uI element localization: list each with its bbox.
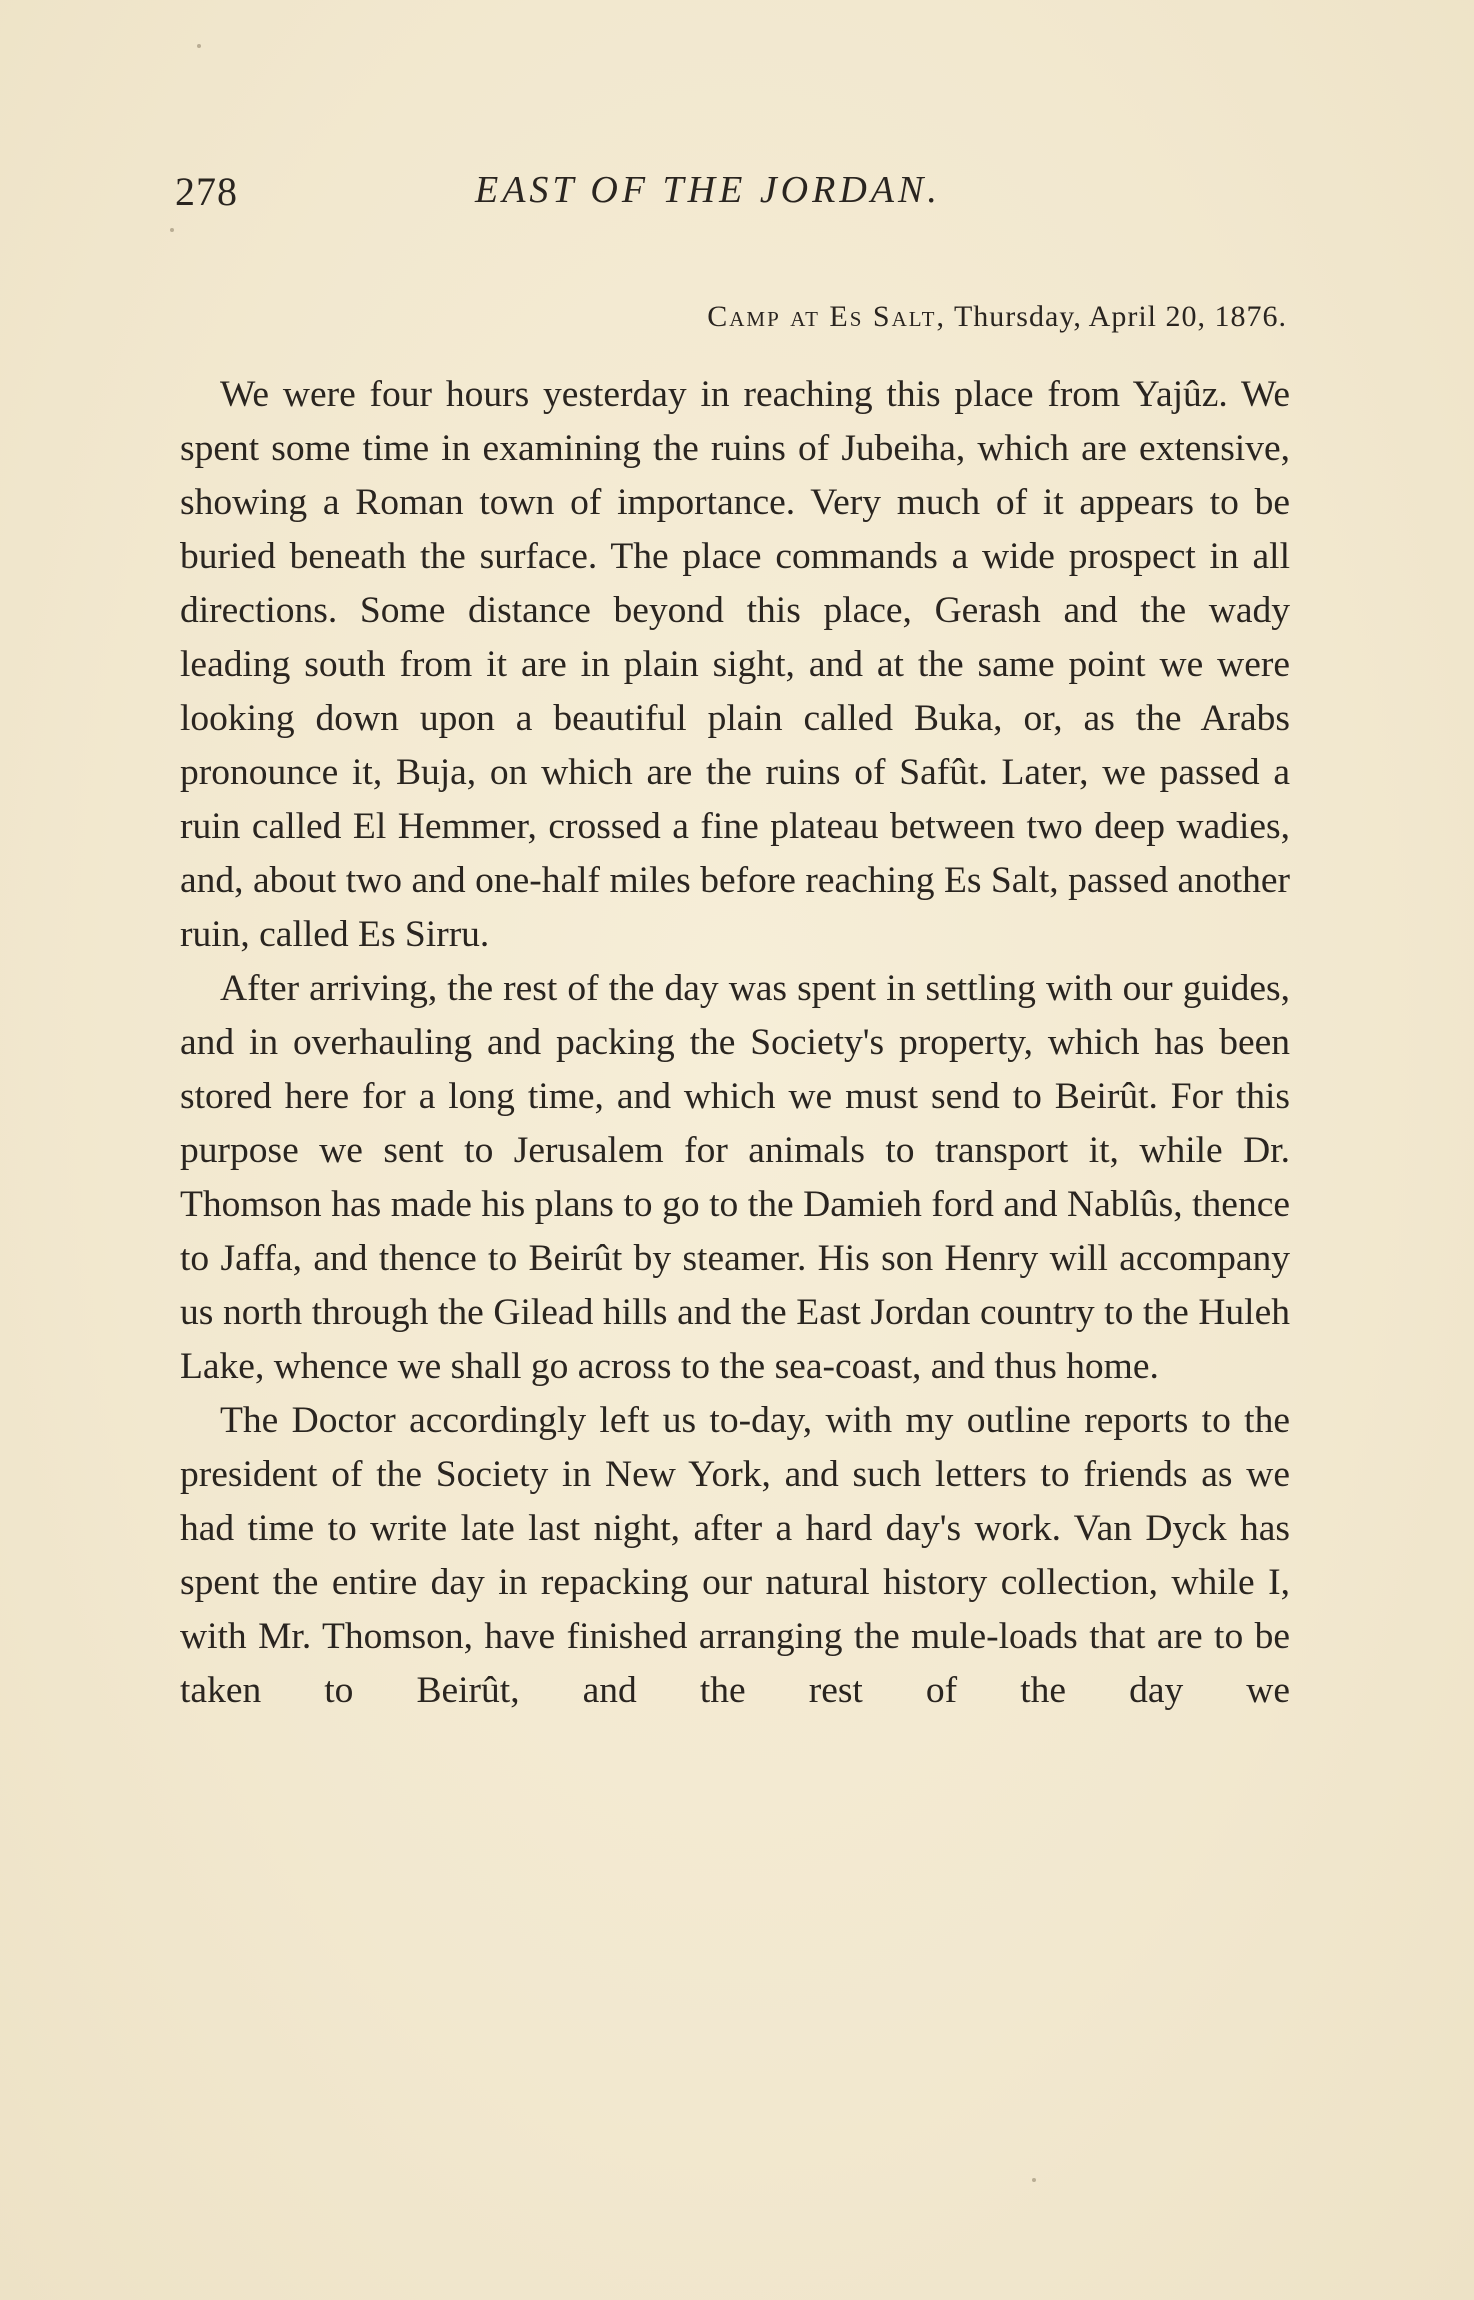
page-number: 278	[175, 169, 238, 214]
body-text	[180, 368, 1290, 1718]
running-head: EAST OF THE JORDAN.	[475, 169, 941, 211]
paper-speck	[1032, 2178, 1036, 2182]
paper-speck	[170, 228, 174, 232]
paragraph: The Doctor accordingly left us to-day, with my outline reports to the president of the Society in New York, and such letters to friends as we had time to write late last night, after a hard day's work. Van Dyck has spent the entire day in repacking our natural history collection, while I, with Mr. Thomson, have finished arranging the mule-loads that are to be taken to Beirût, and the rest of the day we	[180, 1400, 1290, 1711]
dateline-place: Camp at Es Salt,	[707, 300, 946, 333]
paragraph: We were four hours yesterday in reaching this place from Yajûz. We spent some time in examining the ruins of Jubeiha, which are extensive, showing a Roman town of importance. Very much of it appears to be buried beneath the surface. The place commands a wide prospect in all directions. Some distance beyond this place, Gerash and the wady leading south from it are in plain sight, and at the same point we were looking down upon a beautiful plain called Buka, or, as the Arabs pronounce it, Buja, on which are the ruins of Safût. Later, we passed a ruin called El Hemmer, crossed a fine plateau between two deep wadies, and, about two and one-half miles before reaching Es Salt, passed another ruin, called Es Sirru.	[180, 374, 1290, 955]
dateline-date: Thursday, April 20, 1876.	[953, 300, 1287, 333]
page-header	[175, 168, 1295, 228]
paragraph: After arriving, the rest of the day was spent in settling with our guides, and in overhauling and packing the Society's property, which has been stored here for a long time, and which we must send to Beirût. For this purpose we sent to Jerusalem for animals to transport it, while Dr. Thomson has made his plans to go to the Damieh ford and Nablûs, thence to Jaffa, and thence to Beirût by steamer. His son Henry will accompany us north through the Gilead hills and the East Jordan country to the Huleh Lake, whence we shall go across to the sea-coast, and thus home.	[180, 968, 1290, 1387]
dateline	[175, 300, 1287, 334]
paper-speck	[197, 44, 201, 48]
